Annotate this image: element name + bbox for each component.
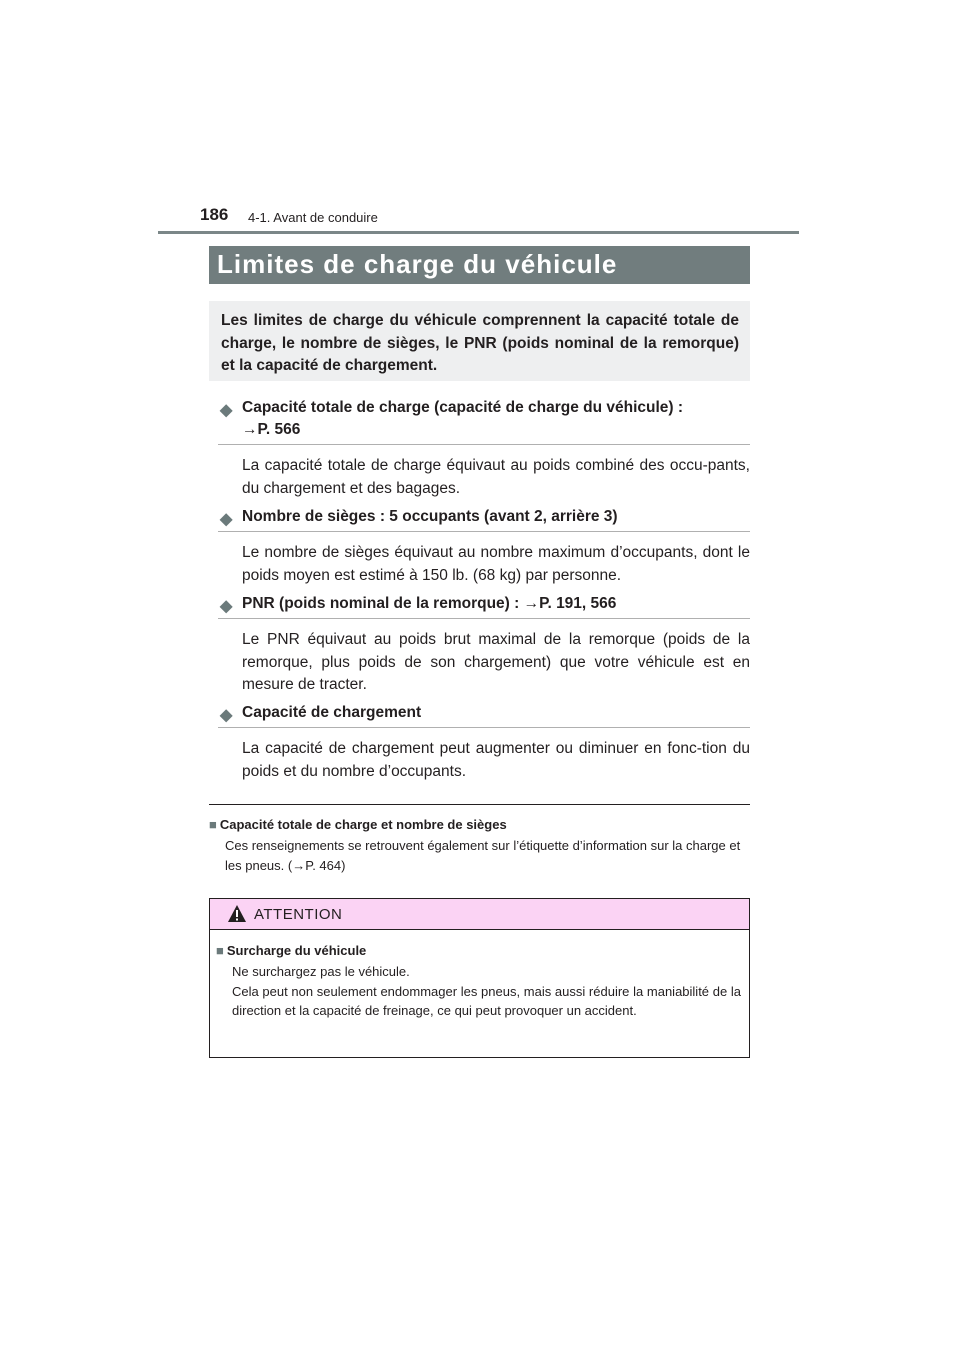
section-total-capacity: [218, 397, 750, 500]
diamond-bullet-icon: ◆: [220, 511, 233, 528]
section-seating: [218, 506, 750, 587]
page-number: 186: [200, 205, 229, 224]
section-heading: [218, 593, 750, 619]
diamond-bullet-icon: ◆: [220, 707, 233, 724]
note-body: Ces renseignements se retrouvent également sur l’étiquette d’information sur la charge et les pneus. (→P. 464): [225, 838, 741, 873]
attention-title: ATTENTION: [254, 906, 343, 923]
section-heading: [218, 702, 750, 728]
notes-divider: [209, 804, 750, 805]
square-bullet-icon: ■: [216, 943, 224, 958]
attention-line-2: Cela peut non seulement endommager les pneus, mais aussi réduire la maniabilité de la direction et la capacité de freinage, ce qui peut provoquer un accident.: [232, 983, 741, 1018]
heading-text: PNR (poids nominal de la remorque) : →P. 191, 566: [242, 595, 617, 612]
section-body: Le nombre de sièges équivaut au nombre maximum d’occupants, dont le poids moyen est estimé à 150 lb. (68 kg) par personne.: [242, 544, 750, 584]
page-reference-link[interactable]: →P. 566: [242, 421, 301, 438]
warning-triangle-icon: [227, 904, 247, 923]
heading-text: Capacité de chargement: [242, 704, 422, 721]
note-heading: ■ Capacité totale de charge et nombre de sièges: [209, 817, 507, 832]
attention-header: [210, 899, 749, 930]
section-title-bar: [209, 246, 750, 284]
section-body: Le PNR équivaut au poids brut maximal de la remorque (poids de la remorque, plus poids de son chargement) que votre véhicule est en mesure de tracter.: [242, 631, 750, 693]
chapter-title: 4-1. Avant de conduire: [248, 210, 378, 225]
heading-line-1: Capacité totale de charge (capacité de charge du véhicule) :: [242, 399, 684, 416]
intro-box: [209, 301, 750, 381]
diamond-bullet-icon: ◆: [220, 598, 233, 615]
intro-text: Les limites de charge du véhicule comprennent la capacité totale de charge, le nombre de sièges, le PNR (poids nominal de la remorque) et la capacité de chargement.: [221, 312, 739, 374]
header-divider: [158, 231, 799, 234]
section-cargo-capacity: [218, 702, 750, 783]
section-trailer-weight: [218, 593, 750, 697]
section-heading: [218, 506, 750, 532]
heading-text: Nombre de sièges : 5 occupants (avant 2, arrière 3): [242, 508, 618, 525]
section-body: La capacité totale de charge équivaut au poids combiné des occu-pants, du chargement et des bagages.: [242, 457, 750, 497]
attention-line-1: Ne surchargez pas le véhicule.: [232, 964, 410, 979]
section-title: Limites de charge du véhicule: [217, 249, 618, 279]
section-heading: [218, 397, 750, 445]
attention-box: [209, 898, 750, 1058]
diamond-bullet-icon: ◆: [220, 402, 233, 419]
attention-heading: ■ Surcharge du véhicule: [216, 943, 367, 958]
square-bullet-icon: ■: [209, 817, 217, 832]
note-block: [209, 816, 750, 876]
attention-body: [210, 930, 749, 1021]
attention-text: [216, 962, 741, 1021]
section-body: La capacité de chargement peut augmenter ou diminuer en fonc-tion du poids et du nombre d’occupants.: [242, 740, 750, 780]
